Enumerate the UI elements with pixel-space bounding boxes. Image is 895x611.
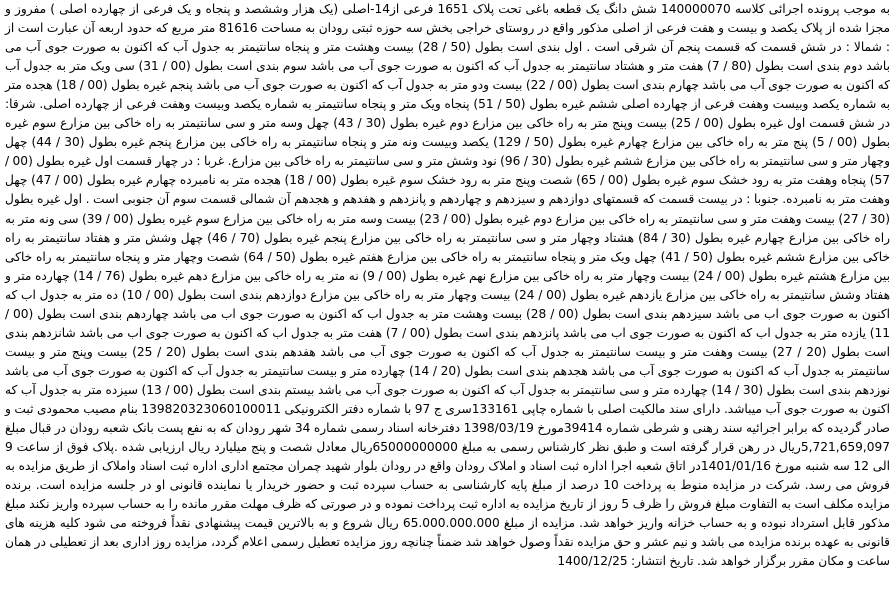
publication-date: تاریخ انتشار: 1400/12/25	[557, 554, 694, 569]
notice-body-paragraph	[5, 0, 890, 571]
notice-body-text: به موجب پرونده اجرائی کلاسه 140000070 شش دانگ یک قطعه باغی تحت پلاک 1651 فرعی از14-اصلی (یک هزار وششصد و پنجاه و یک فرعی از چهارده اصلی ) مفروز و مجزا شده از پلاک یکصد و بیست و هفت فرعی از اصلی مذکور واقع در روستای خراجی بخش سه حوزه ثبتی رودان به مساحت 81616 متر مربع که حدود اربعه آن عبارت است از : شمالا : در شش قسمت که قسمت پنجم آن شرقی است . اول بندی است بطول (50 / 28) بیست وهشت متر و پنجاه سانتیمتر به جدول آب که اکنون به صورت جوی آب می باشد دوم بندی است بطول (80 / 7) هفت متر و هشتاد سانتیمتر به جدول آب که اکنون به صورت جوی آب می باشد سوم بندی است بطول (00 / 31) سی ویک متر به جدول آب که اکنون به صورت جوی آب می باشد چهارم بندی است بطول (00 / 22) بیست ودو متر به جدول آب که اکنون به صورت جوی آب می باشد پنجم غیره بطول (00 / 18) هجده متر به شماره یکصد وبیست وهفت فرعی از چهارده اصلی ششم غیره بطول (50 / 51) پنجاه ویک متر و پنجاه سانتیمتر به شماره یکصد وبیست وهفت فرعی از چهارده اصلی. شرقا: در شش قسمت اول غیره بطول (00 / 25) بیست وپنج متر به راه خاکی بین مزارع دوم غیره بطول (30 / 43) چهل وسه متر و سی سانتیمتر به راه خاکی بین مزارع سوم غیره بطول (00 / 5) پنج متر به راه خاکی بین مزارع چهارم غیره بطول (50 / 129) یکصد وبیست ونه متر و پنجاه سانتیمتر به راه خاکی بین مزارع پنجم غیره بطول (30 / 44) چهل وچهار متر و سی سانتیمتر به راه خاکی بین مزارع ششم غیره بطول (30 / 96) نود وشش متر و سی سانتیمتر به راه خاکی بین مزارع. غربا : در چهار قسمت اول غیره بطول (00 / 57) پنجاه وهفت متر به رود خشک سوم غیره بطول (00 / 65) شصت وپنج متر به رود خشک سوم غیره بطول (00 / 18) هجده متر به نامبرده چهارم غیره بطول (00 / 47) چهل وهفت متر به نامبرده. جنوبا : در بیست قسمت که قسمتهای دوازدهم و سیزدهم و چهاردهم و پانزدهم و هفدهم و هجدهم آن شمالی قسمت سوم آن جنوبی است . اول غیره بطول (30 / 27) بیست وهفت متر و سی سانتیمتر به راه خاکی بین مزارع دوم غیره بطول (00 / 23) بیست وسه متر به راه خاکی بین مزارع سوم غیره بطول (00 / 39) سی ونه متر به راه خاکی بین مزارع چهارم غیره بطول (30 / 84) هشتاد وچهار متر و سی سانتیمتر به راه خاکی بین مزارع پنجم غیره بطول (70 / 46) چهل وشش متر و هفتاد سانتیمتر به راه خاکی بین مزارع ششم غیره بطول (50 / 41) چهل ویک متر و پنجاه سانتیمتر به راه خاکی بین مزارع هفتم غیره بطول (50 / 64) شصت وچهار متر و پنجاه سانتیمتر به راه خاکی بین مزارع هشتم غیره بطول (00 / 24) بیست وچهار متر به راه خاکی بین مزارع نهم غیره بطول (00 / 9) نه متر به راه خاکی بین مزارع دهم غیره بطول (76 / 14) چهارده متر و هفتاد وشش سانتیمتر به راه خاکی بین مزارع یازدهم غیره بطول (00 / 24) بیست وچهار متر به راه خاکی بین مزارع دوازدهم بندی است بطول (00 / 10) ده متر به جدول اب که اکنون به صورت جوی اب می باشد سیزدهم بندی است بطول (00 / 28) بیست وهشت متر به جدول اب که اکنون به صورت جوی اب می باشد چهاردهم بندی است بطول (00 / 11) یازده متر به جدول اب که اکنون به صورت جوی اب می باشد پانزدهم بندی است بطول (00 / 7) هفت متر به جدول اب که اکنون به صورت جوی اب می باشد شانزدهم بندی است بطول (20 / 27) بیست وهفت متر و بیست سانتیمتر به جدول آب که اکنون به صورت جوی آب می باشد هفدهم بندی است بطول (20 / 25) بیست وپنج متر و بیست سانتیمتر به جدول آب که اکنون به صورت جوی آب می باشد هجدهم بندی است بطول (20 / 14) چهارده متر و بیست سانتیمتر به جدول آب که اکنون به صورت جوی آب می باشد نوزدهم بندی است بطول (30 / 14) چهارده متر و سی سانتیمتر به جدول آب که اکنون به صورت جوی آب می باشد بیستم بندی است بطول (00 / 13) سیزده متر به جدول آب که اکنون به صورت جوی آب میباشد. دارای سند مالکیت اصلی با شماره چاپی 133161سری ج 97 با شماره دفتر الکترونیکی 139820323060100011 بنام مصیب محمودی ثبت و صادر گردیده که برابر اجرائیه سند رهنی و شرطی شماره 39414مورخ 1398/03/19 دفترخانه اسناد رسمی شماره 34 شهر رودان که به نفع پست بانک شعبه رودان در قبال مبلغ 5,721,659,097ریال در رهن قرار گرفته است و طبق نظر کارشناس رسمی به مبلغ 65000000000ریال معادل شصت و پنج میلیارد ریال ارزیابی شده .پلاک فوق از ساعت 9 الی 12 سه شنبه مورخ 1401/01/16در اتاق شعبه اجرا اداره ثبت اسناد و املاک رودان واقع در رودان بلوار شهید چمران مجتمع اداری اداره ثبت اسناد واملاک از طریق مزایده به فروش می رسد. شرکت در مزایده منوط به پرداخت 10 درصد از مبلغ پایه کارشناسی به حساب سپرده ثبت و حضور خریدار یا نماینده قانونی او در جلسه مزایده است. برنده مزایده مکلف است به التفاوت مبلغ فروش را ظرف 5 روز از تاریخ مزایده به اداره ثبت پرداخت نموده و در صورتی که ظرف مهلت مقرر مانده را به حساب سپرده واریز نکند مبلغ مذکور قابل استرداد نبوده و به حساب خزانه واریز خواهد شد. مزایده از مبلغ 65.000.000.000 ریال شروع و به بالاترین قیمت پیشنهادی نقداً فروخته می شود کلیه هزینه های قانونی به عهده برنده مزایده می باشد و نیم عشر و حق مزایده نقداً وصول خواهد شد ضمناً چنانچه روز مزایده تعطیل رسمی اعلام گردد، مزایده روز اداری بعد از تعطیلی در همان ساعت و مکان مقرر برگزار خواهد شد.	[5, 2, 891, 569]
